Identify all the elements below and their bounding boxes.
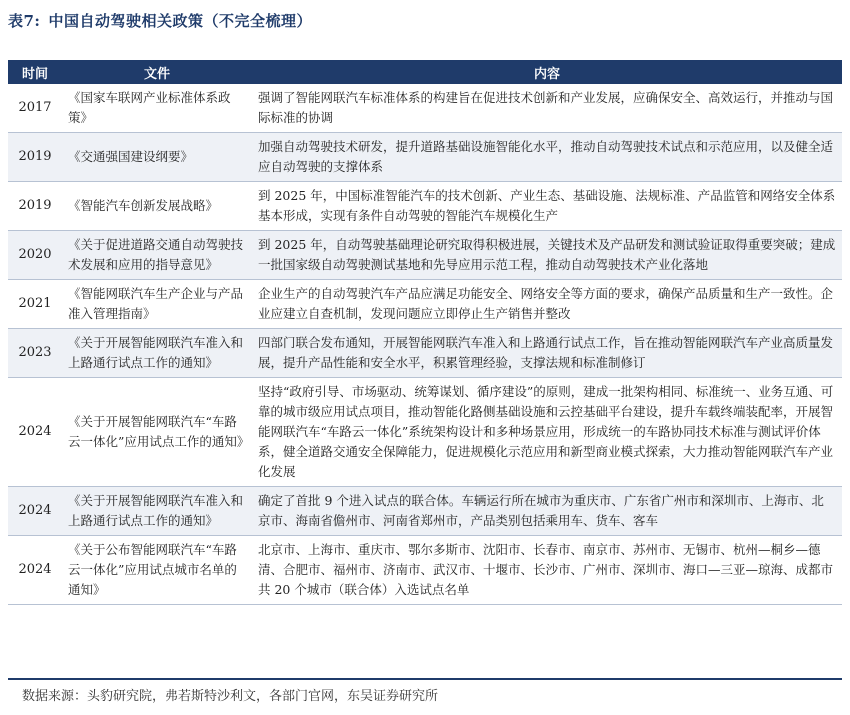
row-year: 2023 bbox=[8, 329, 62, 378]
row-document: 《关于开展智能网联汽车准入和上路通行试点工作的通知》 bbox=[62, 487, 252, 536]
row-content: 加强自动驾驶技术研发，提升道路基础设施智能化水平，推动自动驾驶技术试点和示范应用，以及健全适应自动驾驶的支撑体系 bbox=[252, 133, 842, 182]
row-year: 2020 bbox=[8, 231, 62, 280]
table-row bbox=[8, 536, 842, 605]
row-year: 2019 bbox=[8, 182, 62, 231]
header-time: 时间 bbox=[8, 60, 62, 84]
row-document: 《关于促进道路交通自动驾驶技术发展和应用的指导意见》 bbox=[62, 231, 252, 280]
row-year: 2017 bbox=[8, 84, 62, 133]
table-row bbox=[8, 133, 842, 182]
table-row bbox=[8, 182, 842, 231]
table-row bbox=[8, 231, 842, 280]
row-year: 2019 bbox=[8, 133, 62, 182]
row-year: 2024 bbox=[8, 487, 62, 536]
table-title bbox=[8, 8, 312, 34]
row-year: 2024 bbox=[8, 536, 62, 605]
row-content: 到 2025 年，自动驾驶基础理论研究取得积极进展，关键技术及产品研发和测试验证取得重要突破；建成一批国家级自动驾驶测试基地和先导应用示范工程，推动自动驾驶技术产业化落地 bbox=[252, 231, 842, 280]
row-content: 北京市、上海市、重庆市、鄂尔多斯市、沈阳市、长春市、南京市、苏州市、无锡市、杭州—桐乡—德清、合肥市、福州市、济南市、武汉市、十堰市、长沙市、广州市、深圳市、海口—三亚—琼海、成都市共 20 个城市（联合体）入选试点名单 bbox=[252, 536, 842, 605]
row-content: 坚持“政府引导、市场驱动、统筹谋划、循序建设”的原则，建成一批架构相同、标准统一、业务互通、可靠的城市级应用试点项目，推动智能化路侧基础设施和云控基础平台建设，提升车载终端装配率，开展智能网联汽车“车路云一体化”系统架构设计和多种场景应用，形成统一的车路协同技术标准与测试评价体系，健全道路交通安全保障能力，促进规模化示范应用和新型商业模式探索，大力推动智能网联汽车产业化发展 bbox=[252, 378, 842, 487]
row-document: 《关于开展智能网联汽车“车路云一体化”应用试点工作的通知》 bbox=[62, 378, 252, 487]
header-content: 内容 bbox=[252, 60, 842, 84]
row-document: 《交通强国建设纲要》 bbox=[62, 133, 252, 182]
policy-table bbox=[8, 60, 842, 605]
row-document: 《关于开展智能网联汽车准入和上路通行试点工作的通知》 bbox=[62, 329, 252, 378]
table-row bbox=[8, 378, 842, 487]
table-bottom-rule bbox=[8, 678, 842, 680]
row-content: 到 2025 年，中国标准智能汽车的技术创新、产业生态、基础设施、法规标准、产品监管和网络安全体系基本形成，实现有条件自动驾驶的智能汽车规模化生产 bbox=[252, 182, 842, 231]
row-year: 2021 bbox=[8, 280, 62, 329]
table-row bbox=[8, 487, 842, 536]
table-row bbox=[8, 329, 842, 378]
row-content: 确定了首批 9 个进入试点的联合体。车辆运行所在城市为重庆市、广东省广州市和深圳市、上海市、北京市、海南省儋州市、河南省郑州市，产品类别包括乘用车、货车、客车 bbox=[252, 487, 842, 536]
data-source-note: 数据来源：头豹研究院，弗若斯特沙利文，各部门官网，东吴证券研究所 bbox=[22, 689, 439, 704]
row-content: 四部门联合发布通知，开展智能网联汽车准入和上路通行试点工作，旨在推动智能网联汽车产业高质量发展，提升产品性能和安全水平，积累管理经验，支撑法规和标准制修订 bbox=[252, 329, 842, 378]
row-content: 强调了智能网联汽车标准体系的构建旨在促进技术创新和产业发展，应确保安全、高效运行，并推动与国际标准的协调 bbox=[252, 84, 842, 133]
table-row bbox=[8, 84, 842, 133]
row-document: 《智能网联汽车生产企业与产品准入管理指南》 bbox=[62, 280, 252, 329]
table-title-text: 中国自动驾驶相关政策（不完全梳理） bbox=[48, 12, 312, 30]
row-content: 企业生产的自动驾驶汽车产品应满足功能安全、网络安全等方面的要求，确保产品质量和生产一致性。企业应建立自查机制，发现问题应立即停止生产销售并整改 bbox=[252, 280, 842, 329]
table-row bbox=[8, 280, 842, 329]
row-year: 2024 bbox=[8, 378, 62, 487]
table-number: 表7: bbox=[8, 12, 41, 30]
table-header-row bbox=[8, 60, 842, 84]
header-document: 文件 bbox=[62, 60, 252, 84]
row-document: 《关于公布智能网联汽车“车路云一体化”应用试点城市名单的通知》 bbox=[62, 536, 252, 605]
row-document: 《智能汽车创新发展战略》 bbox=[62, 182, 252, 231]
row-document: 《国家车联网产业标准体系政策》 bbox=[62, 84, 252, 133]
